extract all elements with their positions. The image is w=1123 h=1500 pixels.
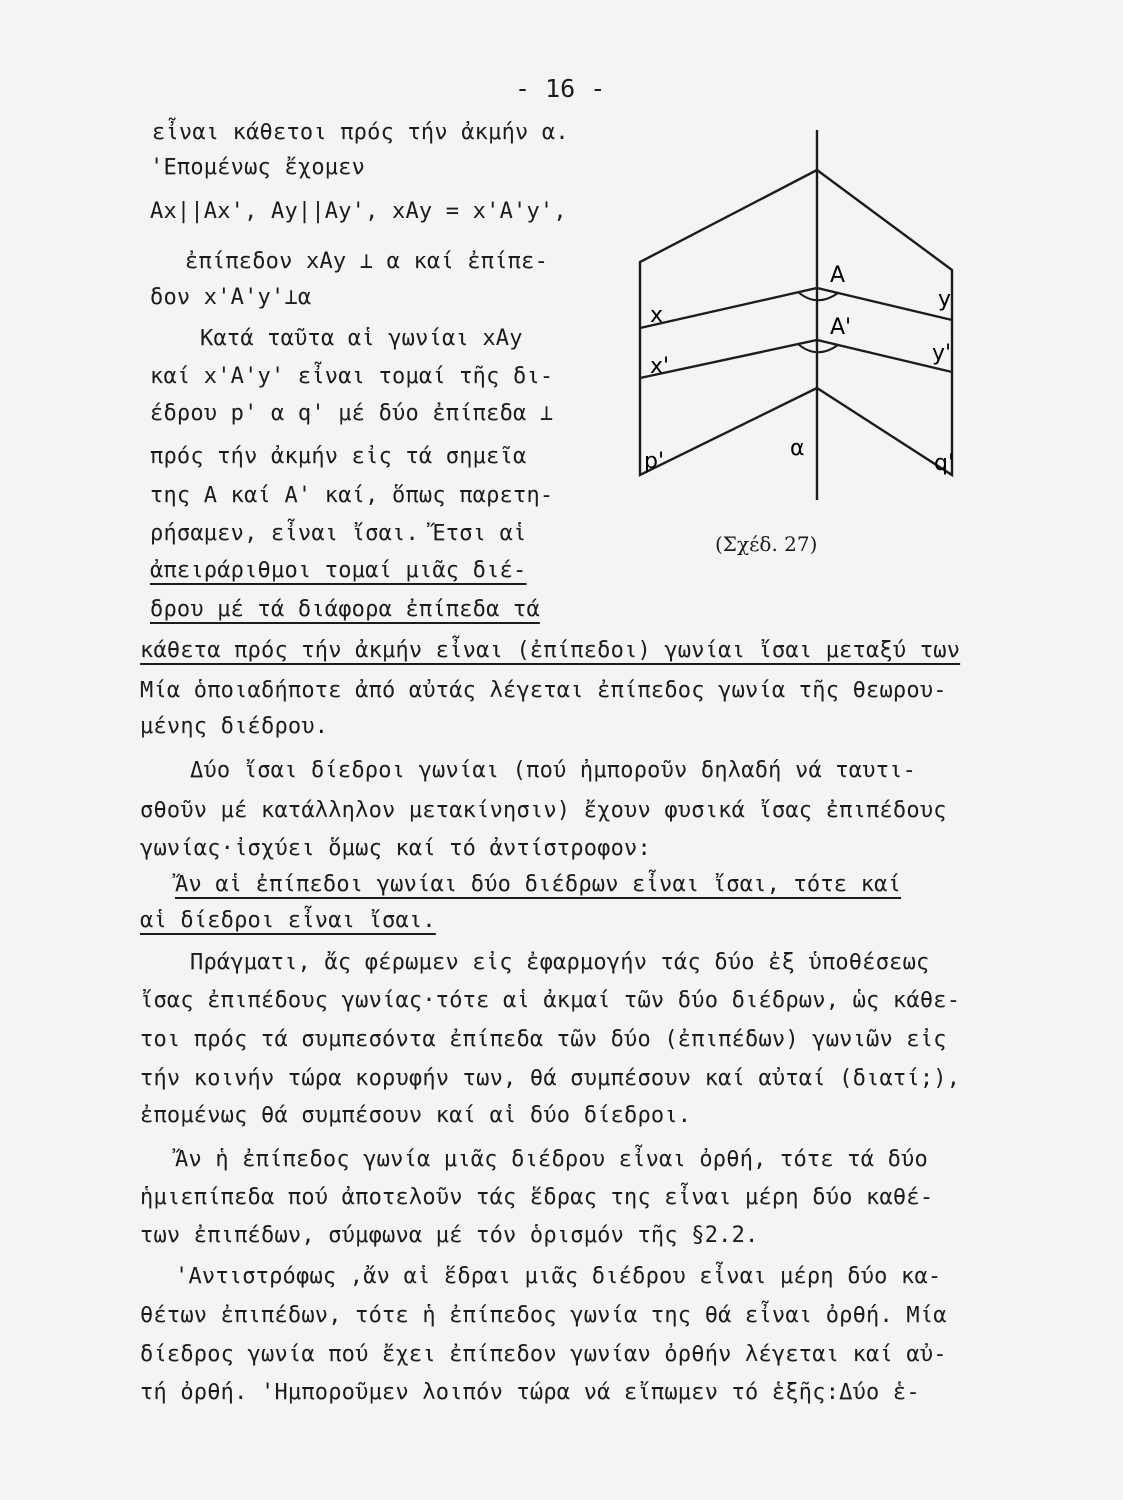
text-line: γωνίας·ἰσχύει ὅμως καί τό ἀντίστροφον: (140, 836, 651, 861)
text-line: ἐπομένως θά συμπέσουν καί αἱ δύο δίεδροι. (140, 1103, 692, 1128)
text-line: τήν κοινήν τώρα κορυφήν των, θά συμπέσουν καί αὐταί (διατί;), (140, 1066, 961, 1091)
text-line: τή ὀρθή. 'Ημποροῦμεν λοιπόν τώρα νά εἴπωμεν τό ἑξῆς:Δύο ἑ- (140, 1380, 920, 1405)
text-line: Δύο ἴσαι δίεδροι γωνίαι (πού ἠμποροῦν δηλαδή νά ταυτι- (190, 758, 917, 783)
figure-caption: (Σχέδ. 27) (715, 532, 818, 556)
text-line: Ἄν ἡ ἐπίπεδος γωνία μιᾶς διέδρου εἶναι ὀρθή, τότε τά δύο (175, 1147, 928, 1172)
text-line: ἴσας ἐπιπέδους γωνίας·τότε αἱ ἀκμαί τῶν δύο διέδρων, ὡς κάθε- (140, 988, 961, 1013)
text-line: Κατά ταῦτα αἱ γωνίαι xAy (200, 326, 523, 351)
section-A (640, 288, 952, 328)
text-line: τοι πρός τά συμπεσόντα ἐπίπεδα τῶν δύο (ἐπιπέδων) γωνιῶν εἰς (140, 1027, 947, 1052)
text-line: ρήσαμεν, εἶναι ἴσαι. Ἔτσι αἱ (150, 521, 527, 546)
text-line: καί x'A'y' εἶναι τομαί τῆς δι- (150, 364, 554, 389)
text-line: 'Αντιστρόφως ,ἄν αἱ ἕδραι μιᾶς διέδρου εἶναι μέρη δύο κα- (175, 1264, 942, 1289)
text-line: εἶναι κάθετοι πρός τήν ἀκμήν α. (152, 120, 569, 145)
section-A-prime (640, 340, 952, 378)
text-line: της Α καί Α' καί, ὅπως παρετη- (150, 483, 554, 508)
label-x-prime: x' (650, 354, 670, 379)
label-y-prime: y' (932, 341, 952, 366)
theorem-line: Ἄν αἱ ἐπίπεδοι γωνίαι δύο διέδρων εἶναι ἴσαι, τότε καί (175, 872, 902, 897)
label-A-prime: A' (830, 315, 852, 340)
dihedral-figure (620, 130, 1020, 600)
text-line: των ἐπιπέδων, σύμφωνα μέ τόν ὁρισμόν τῆς §2.2. (140, 1223, 759, 1248)
text-line-underlined: κάθετα πρός τήν ἀκμήν εἶναι (ἐπίπεδοι) γωνίαι ἴσαι μεταξύ των (140, 638, 961, 663)
text-line: πρός τήν ἀκμήν εἰς τά σημεῖα (150, 444, 527, 469)
text-line: δον x'A'y'⊥α (150, 285, 312, 310)
text-line: Πράγματι, ἄς φέρωμεν εἰς ἐφαρμογήν τάς δύο ἐξ ὑποθέσεως (190, 950, 930, 975)
label-A: A (830, 263, 846, 288)
text-line: έδρου p' α q' μέ δύο ἐπίπεδα ⊥ (150, 401, 554, 426)
label-q-prime: q' (934, 451, 955, 476)
text-line: ἡμιεπίπεδα πού ἀποτελοῦν τάς ἕδρας της εἶναι μέρη δύο καθέ- (140, 1185, 934, 1210)
page-number: - 16 - (515, 74, 606, 103)
text-line-underlined: ἀπειράριθμοι τομαί μιᾶς διέ- (150, 558, 527, 583)
text-line: ἐπίπεδον xAy ⊥ α καί ἐπίπε- (185, 249, 549, 274)
label-p-prime: p' (644, 449, 665, 474)
text-line-underlined: δρου μέ τά διάφορα ἐπίπεδα τά (150, 597, 540, 622)
label-x: x (650, 303, 664, 328)
label-y: y (938, 287, 952, 312)
label-alpha: α (790, 436, 805, 461)
text-line: θέτων ἐπιπέδων, τότε ἡ ἐπίπεδος γωνία της θά εἶναι ὀρθή. Μία (140, 1303, 947, 1328)
text-line: σθοῦν μέ κατάλληλον μετακίνησιν) ἔχουν φυσικά ἴσας ἐπιπέδους (140, 798, 947, 823)
theorem-line: αἱ δίεδροι εἶναι ἴσαι. (140, 908, 436, 933)
text-line: 'Επομένως ἔχομεν (150, 155, 366, 180)
text-line: δίεδρος γωνία πού ἔχει ἐπίπεδον γωνίαν ὀρθήν λέγεται καί αὐ- (140, 1342, 947, 1367)
text-line: Μία ὁποιαδήποτε ἀπό αὐτάς λέγεται ἐπίπεδος γωνία τῆς θεωρου- (140, 678, 947, 703)
formula-line: Ax||Ax', Ay||Ay', xAy = x'A'y', (150, 199, 567, 224)
text-line: μένης διέδρου. (140, 714, 329, 739)
